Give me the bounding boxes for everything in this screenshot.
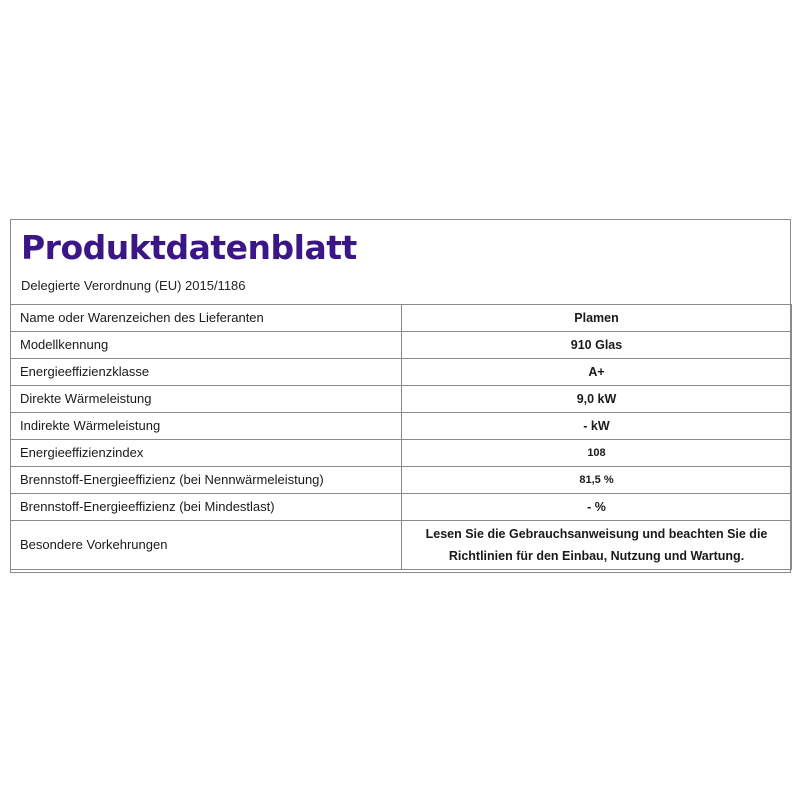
sheet-title: Produktdatenblatt xyxy=(21,228,357,267)
row-value: 910 Glas xyxy=(402,332,792,359)
row-value: 108 xyxy=(402,440,792,467)
row-value: A+ xyxy=(402,359,792,386)
row-value: 81,5 % xyxy=(402,467,792,494)
row-label: Name oder Warenzeichen des Lieferanten xyxy=(11,305,402,332)
row-label: Brennstoff-Energieeffizienz (bei Nennwärmeleistung) xyxy=(11,467,402,494)
table-row xyxy=(11,359,792,386)
row-value: Lesen Sie die Gebrauchsanweisung und beachten Sie die Richtlinien für den Einbau, Nutzung und Wartung. xyxy=(402,521,792,570)
row-label: Indirekte Wärmeleistung xyxy=(11,413,402,440)
table-row xyxy=(11,386,792,413)
row-value: - % xyxy=(402,494,792,521)
row-label: Modellkennung xyxy=(11,332,402,359)
table-row xyxy=(11,521,792,570)
product-data-sheet xyxy=(10,219,791,573)
table-row xyxy=(11,494,792,521)
row-value: 9,0 kW xyxy=(402,386,792,413)
row-label: Direkte Wärmeleistung xyxy=(11,386,402,413)
regulation-reference: Delegierte Verordnung (EU) 2015/1186 xyxy=(21,278,246,293)
table-row xyxy=(11,305,792,332)
row-value: Plamen xyxy=(402,305,792,332)
table-row xyxy=(11,332,792,359)
row-label: Energieeffizienzklasse xyxy=(11,359,402,386)
row-value: - kW xyxy=(402,413,792,440)
row-label: Brennstoff-Energieeffizienz (bei Mindestlast) xyxy=(11,494,402,521)
table-row xyxy=(11,440,792,467)
row-label: Energieeffizienzindex xyxy=(11,440,402,467)
spec-table xyxy=(10,304,792,570)
table-row xyxy=(11,413,792,440)
table-row xyxy=(11,467,792,494)
row-label: Besondere Vorkehrungen xyxy=(11,521,402,570)
